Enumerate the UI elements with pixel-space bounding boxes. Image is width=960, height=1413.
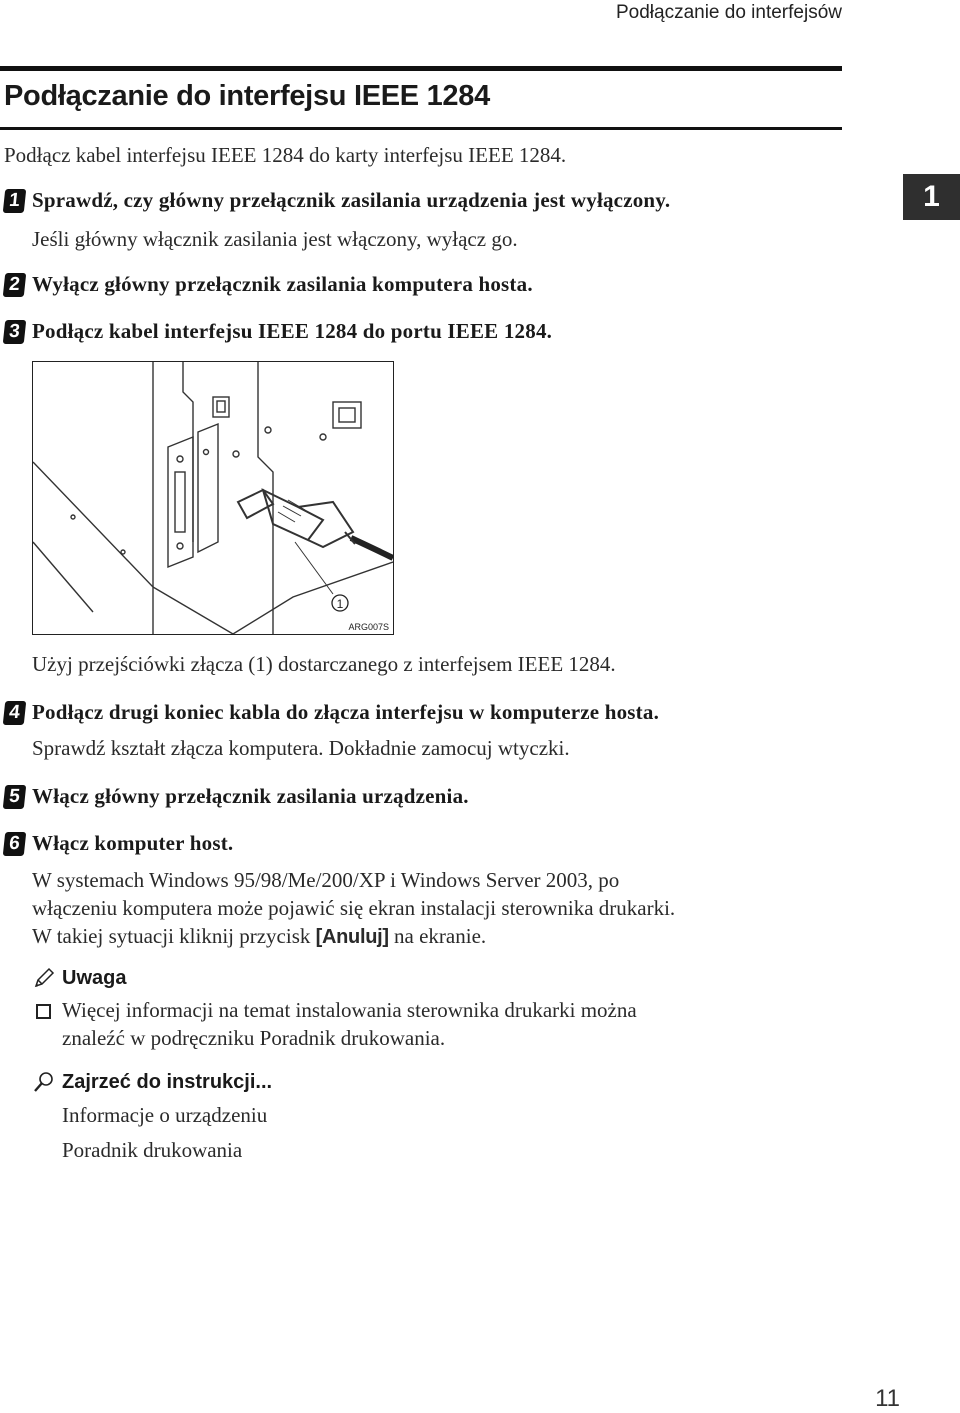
top-rule — [0, 66, 842, 71]
section-title: Podłączanie do interfejsu IEEE 1284 — [4, 80, 490, 112]
reference-heading-text: Zajrzeć do instrukcji... — [62, 1070, 273, 1093]
step-1 — [4, 188, 670, 213]
step-number-badge: 5 — [3, 785, 27, 809]
step-text: Włącz komputer host. — [32, 831, 234, 855]
reference-item: Informacje o urządzeniu — [62, 1103, 268, 1127]
note-heading — [32, 966, 126, 990]
detail-text: W takiej sytuacji kliknij przycisk — [32, 924, 316, 948]
chapter-tab: 1 — [903, 174, 960, 220]
step-6-detail-line: włączeniu komputera może pojawić się ekran instalacji sterownika drukarki. — [32, 896, 676, 920]
intro-text: Podłącz kabel interfejsu IEEE 1284 do karty interfejsu IEEE 1284. — [4, 143, 567, 167]
magnifier-icon — [32, 1070, 56, 1094]
detail-text: na ekranie. — [388, 924, 487, 948]
running-header: Podłączanie do interfejsów — [615, 2, 842, 23]
pencil-icon — [32, 966, 56, 990]
reference-heading — [32, 1070, 272, 1094]
step-6 — [4, 831, 233, 856]
step-text: Wyłącz główny przełącznik zasilania komputera hosta. — [32, 272, 533, 296]
step-3 — [4, 319, 552, 344]
step-2 — [4, 272, 533, 297]
note-text-line: Więcej informacji na temat instalowania sterownika drukarki można — [62, 998, 637, 1022]
step-4-detail: Sprawdź kształt złącza komputera. Dokładnie zamocuj wtyczki. — [32, 736, 570, 760]
step-text: Włącz główny przełącznik zasilania urządzenia. — [32, 784, 469, 808]
step-number-badge: 4 — [3, 701, 27, 725]
step-4 — [4, 700, 659, 725]
step-5 — [4, 784, 469, 809]
step-text: Podłącz kabel interfejsu IEEE 1284 do portu IEEE 1284. — [32, 319, 553, 343]
step-6-detail-line: W systemach Windows 95/98/Me/200/XP i Windows Server 2003, po — [32, 868, 620, 892]
reference-item: Poradnik drukowania — [62, 1138, 243, 1162]
step-number-badge: 1 — [3, 189, 27, 213]
step-number-badge: 3 — [3, 320, 27, 344]
figure-callout-number: 1 — [336, 597, 344, 611]
step-text: Sprawdź, czy główny przełącznik zasilania urządzenia jest wyłączony. — [32, 188, 671, 212]
note-text-line: znaleźć w podręczniku Poradnik drukowania. — [62, 1026, 446, 1050]
step-number-badge: 6 — [3, 832, 27, 856]
title-rule — [0, 127, 842, 130]
note-heading-text: Uwaga — [62, 966, 127, 989]
figure-code: ARG007S — [348, 622, 389, 632]
step-1-detail: Jeśli główny włącznik zasilania jest włączony, wyłącz go. — [32, 227, 518, 251]
figure-caption: Użyj przejściówki złącza (1) dostarczanego z interfejsem IEEE 1284. — [32, 652, 616, 676]
cancel-key-label: [Anuluj] — [315, 926, 389, 948]
connector-illustration — [32, 361, 394, 635]
step-text: Podłącz drugi koniec kabla do złącza interfejsu w komputerze hosta. — [32, 700, 660, 724]
printer-port-drawing — [33, 362, 393, 634]
step-number-badge: 2 — [3, 273, 27, 297]
checkbox-bullet-icon — [36, 1004, 51, 1019]
page-number: 11 — [875, 1385, 900, 1412]
step-6-detail-line — [32, 922, 486, 951]
